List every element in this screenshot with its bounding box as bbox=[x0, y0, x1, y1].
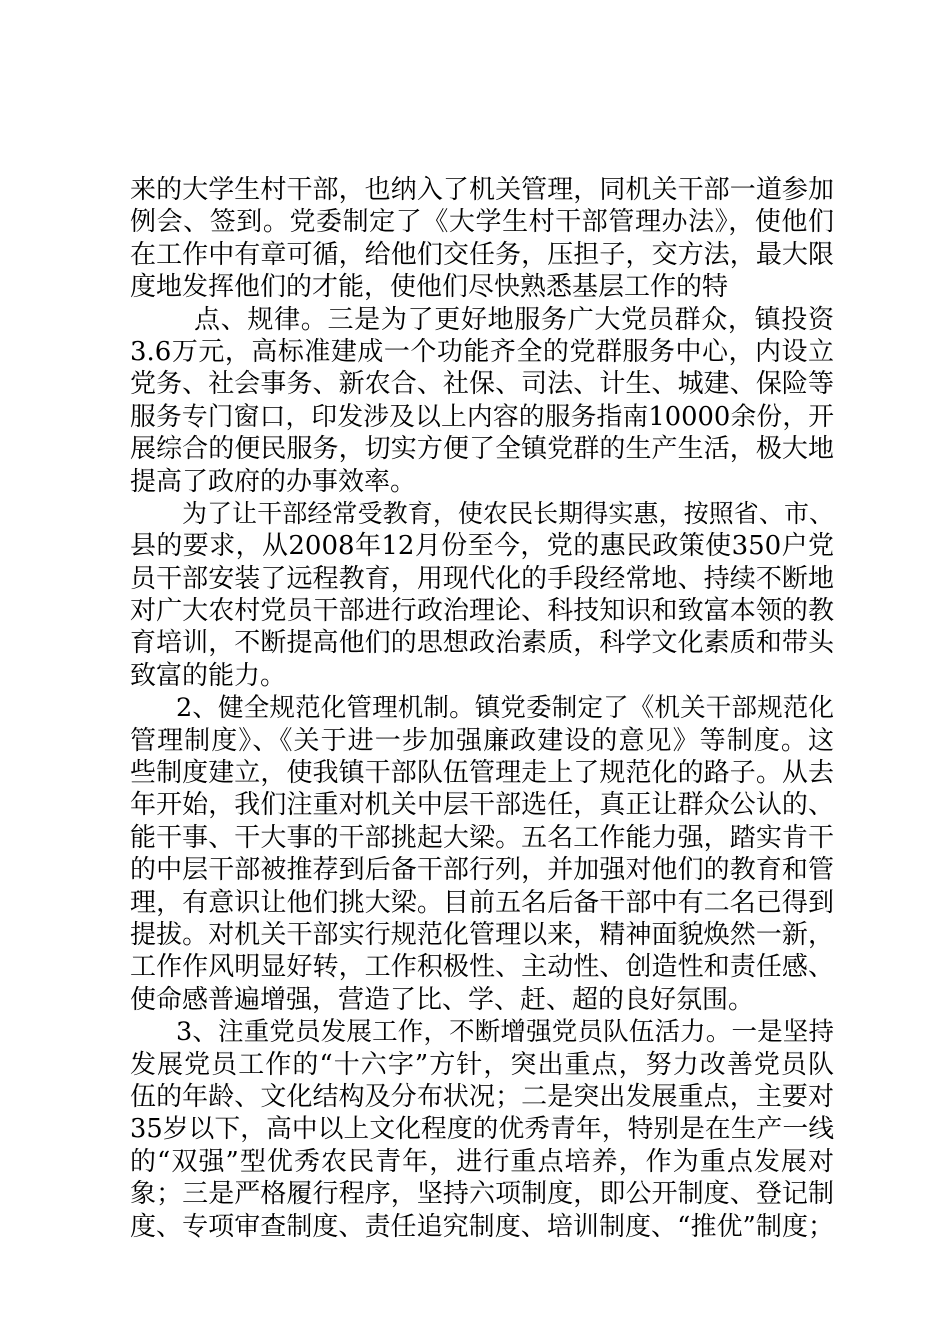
paragraph-3 bbox=[130, 498, 834, 692]
paragraph-2 bbox=[130, 304, 834, 498]
text-line: 展综合的便民服务，切实方便了全镇党群的生产生活，极大地 bbox=[130, 434, 834, 465]
text-line: 3.6万元，高标准建成一个功能齐全的党群服务中心，内设立 bbox=[130, 336, 834, 367]
text-line: 35岁以下，高中以上文化程度的优秀青年，特别是在生产一线 bbox=[130, 1114, 834, 1145]
text-line: 提拔。对机关干部实行规范化管理以来，精神面貌焕然一新， bbox=[130, 919, 834, 950]
text-line: 为了让干部经常受教育，使农民长期得实惠，按照省、市、 bbox=[182, 498, 834, 528]
text-line: 度地发挥他们的才能，使他们尽快熟悉基层工作的特 bbox=[130, 272, 729, 303]
text-line: 例会、签到。党委制定了《大学生村干部管理办法》，使他们 bbox=[130, 207, 834, 238]
text-line: 点、规律。三是为了更好地服务广大党员群众，镇投资 bbox=[194, 304, 834, 335]
text-line: 理，有意识让他们挑大梁。目前五名后备干部中有二名已得到 bbox=[130, 887, 834, 918]
text-line: 伍的年龄、文化结构及分布状况；二是突出发展重点，主要对 bbox=[130, 1081, 834, 1112]
text-line: 工作作风明显好转，工作积极性、主动性、创造性和责任感、 bbox=[130, 952, 834, 983]
text-line: 些制度建立，使我镇干部队伍管理走上了规范化的路子。从去 bbox=[130, 758, 834, 789]
text-line: 发展党员工作的“十六字”方针，突出重点，努力改善党员队 bbox=[130, 1049, 834, 1080]
paragraph-4 bbox=[130, 692, 834, 1016]
text-line: 对广大农村党员干部进行政治理论、科技知识和致富本领的教 bbox=[130, 596, 834, 627]
text-line: 服务专门窗口，印发涉及以上内容的服务指南10000余份，开 bbox=[130, 401, 834, 432]
text-line: 2、健全规范化管理机制。镇党委制定了《机关干部规范化 bbox=[176, 693, 834, 724]
text-line: 的“双强”型优秀农民青年，进行重点培养，作为重点发展对 bbox=[130, 1146, 834, 1177]
document-page bbox=[130, 174, 834, 1243]
paragraph-1 bbox=[130, 174, 834, 304]
text-line: 的中层干部被推荐到后备干部行列，并加强对他们的教育和管 bbox=[130, 855, 834, 886]
text-line: 来的大学生村干部，也纳入了机关管理，同机关干部一道参加 bbox=[130, 175, 834, 205]
text-line: 在工作中有章可循，给他们交任务，压担子，交方法，最大限 bbox=[130, 239, 834, 270]
text-line: 县的要求，从2008年12月份至今，党的惠民政策使350户党 bbox=[130, 531, 834, 562]
text-line: 度、专项审查制度、责任追究制度、培训制度、“推优”制度； bbox=[130, 1211, 834, 1242]
text-line: 育培训，不断提高他们的思想政治素质，科学文化素质和带头 bbox=[130, 628, 834, 659]
text-line: 员干部安装了远程教育，用现代化的手段经常地、持续不断地 bbox=[130, 563, 834, 594]
paragraph-5 bbox=[130, 1016, 834, 1243]
text-line: 3、注重党员发展工作，不断增强党员队伍活力。一是坚持 bbox=[176, 1017, 834, 1048]
text-line: 象；三是严格履行程序，坚持六项制度，即公开制度、登记制 bbox=[130, 1179, 834, 1210]
text-line: 年开始，我们注重对机关中层干部选任，真正让群众公认的、 bbox=[130, 790, 834, 821]
text-line: 能干事、干大事的干部挑起大梁。五名工作能力强，踏实肯干 bbox=[130, 822, 834, 853]
text-line: 管理制度》、《关于进一步加强廉政建设的意见》等制度。这 bbox=[130, 725, 834, 756]
text-line: 党务、社会事务、新农合、社保、司法、计生、城建、保险等 bbox=[130, 369, 834, 400]
text-line: 致富的能力。 bbox=[130, 660, 287, 691]
text-line: 使命感普遍增强，营造了比、学、赶、超的良好氛围。 bbox=[130, 984, 755, 1015]
text-line: 提高了政府的办事效率。 bbox=[130, 466, 417, 497]
